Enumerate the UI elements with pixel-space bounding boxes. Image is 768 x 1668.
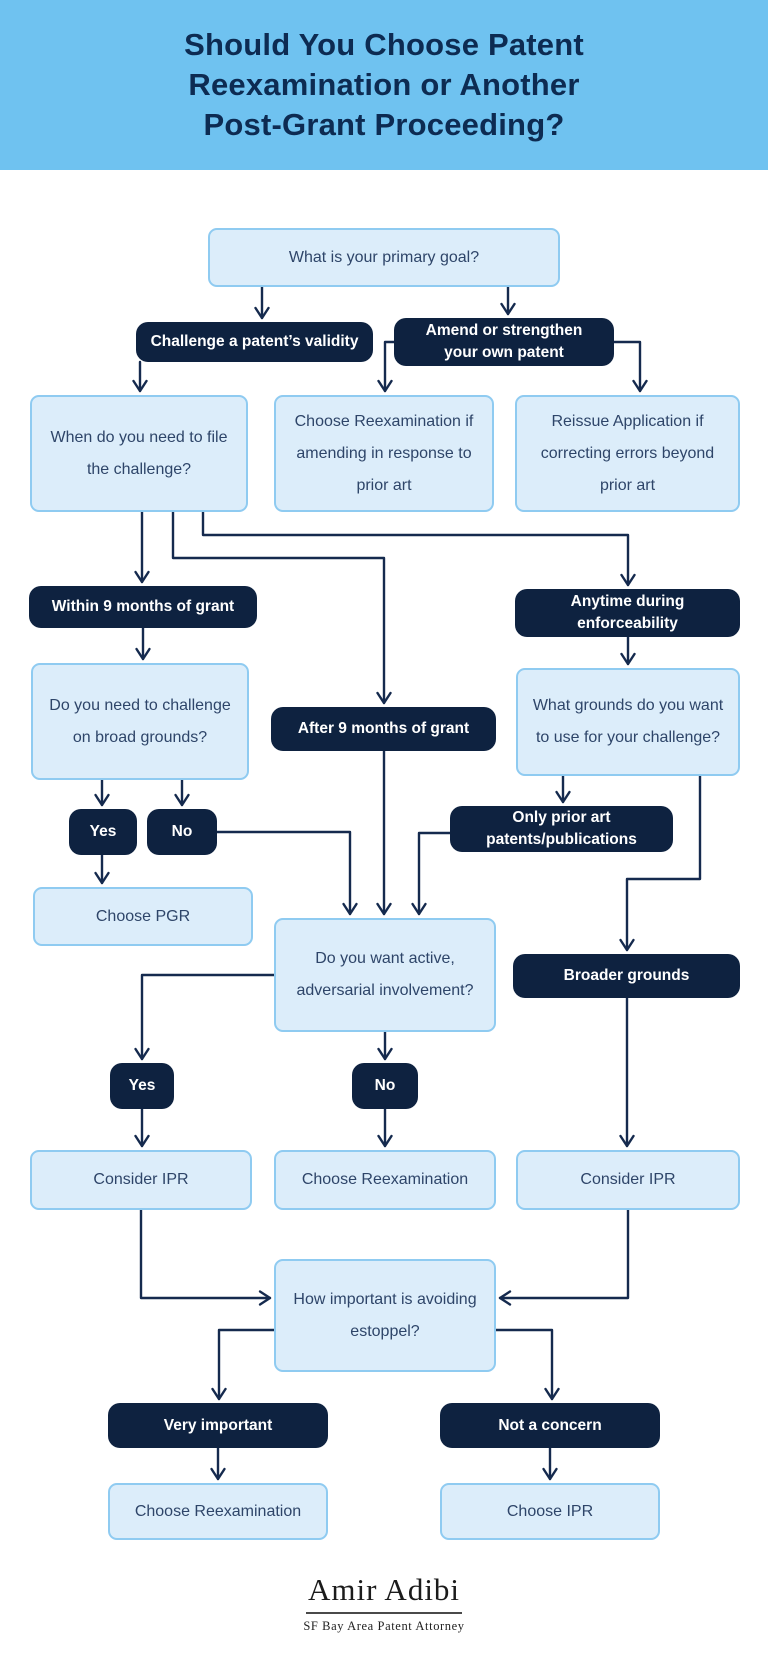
d-no-1: No (147, 809, 217, 855)
r-reissue: Reissue Application if correcting errors beyond prior art (515, 395, 740, 512)
q-primary-goal: What is your primary goal? (208, 228, 560, 287)
q-what-grounds: What grounds do you want to use for your challenge? (516, 668, 740, 776)
r-choose-pgr: Choose PGR (33, 887, 253, 946)
d-only-prior-art: Only prior art patents/publications (450, 806, 673, 852)
d-no-2: No (352, 1063, 418, 1109)
d-yes-1: Yes (69, 809, 137, 855)
r-choose-ipr-final: Choose IPR (440, 1483, 660, 1540)
d-broader-grounds: Broader grounds (513, 954, 740, 998)
page-title-line: Reexamination or Another (188, 67, 580, 103)
q-adversarial: Do you want active, adversarial involvement? (274, 918, 496, 1032)
q-broad-grounds: Do you need to challenge on broad grounds? (31, 663, 249, 780)
q-when-file: When do you need to file the challenge? (30, 395, 248, 512)
q-estoppel: How important is avoiding estoppel? (274, 1259, 496, 1372)
page-title-line: Post-Grant Proceeding? (203, 106, 565, 142)
d-anytime: Anytime during enforceability (515, 589, 740, 637)
d-amend-strengthen: Amend or strengthen your own patent (394, 318, 614, 366)
r-consider-ipr-right: Consider IPR (516, 1150, 740, 1210)
r-consider-ipr-left: Consider IPR (30, 1150, 252, 1210)
d-very-important: Very important (108, 1403, 328, 1448)
d-within-9: Within 9 months of grant (29, 586, 257, 628)
r-choose-reexam-amend: Choose Reexamination if amending in response to prior art (274, 395, 494, 512)
d-after-9: After 9 months of grant (271, 707, 496, 751)
footer-divider (306, 1612, 462, 1614)
d-challenge-validity: Challenge a patent’s validity (136, 322, 373, 362)
attorney-name: Amir Adibi (307, 1572, 461, 1607)
d-not-concern: Not a concern (440, 1403, 660, 1448)
d-yes-2: Yes (110, 1063, 174, 1109)
attorney-tagline: SF Bay Area Patent Attorney (303, 1619, 465, 1633)
r-choose-reexam-final: Choose Reexamination (108, 1483, 328, 1540)
footer (0, 1572, 768, 1634)
page-title-line: Should You Choose Patent (184, 27, 584, 63)
r-choose-reexam-mid: Choose Reexamination (274, 1150, 496, 1210)
